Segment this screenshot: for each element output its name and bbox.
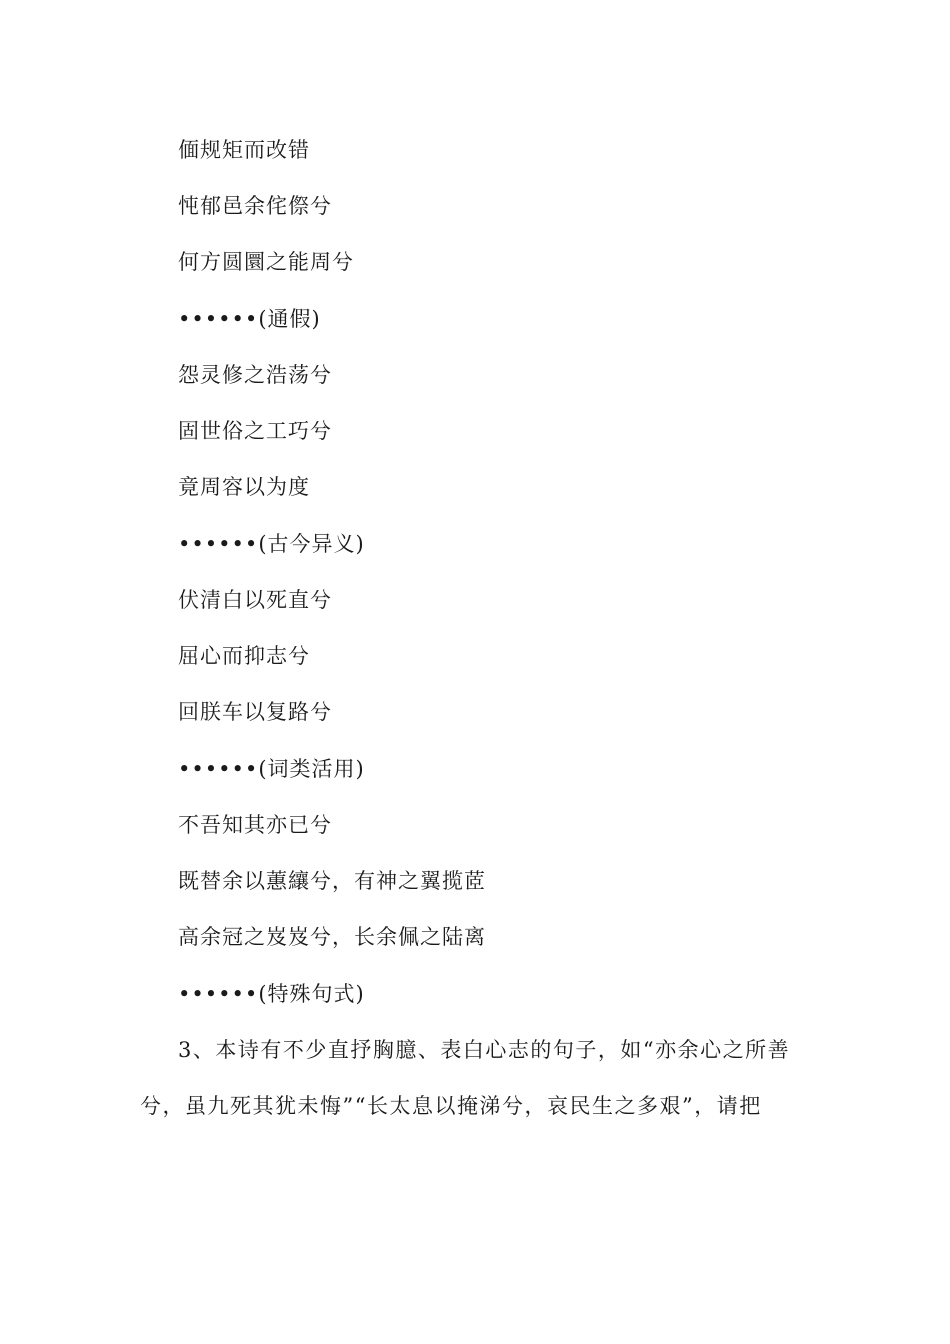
text-line: 怨灵修之浩荡兮 (178, 363, 332, 387)
text-line: 忳郁邑余侘傺兮 (178, 194, 332, 218)
text-line: 既替余以蕙纕兮，有神之翼揽茝 (178, 869, 486, 893)
category-label-line: ••••••(词类活用) (178, 757, 365, 781)
text-line: 竟周容以为度 (178, 475, 310, 499)
text-line: 不吾知其亦已兮 (178, 813, 332, 837)
text-line: 回朕车以复路兮 (178, 700, 332, 724)
text-line: 屈心而抑志兮 (178, 644, 310, 668)
text-line: 何方圆圜之能周兮 (178, 250, 354, 274)
question-line-1: 3、本诗有不少直抒胸臆、表白心志的句子，如“亦余心之所善 (178, 1038, 791, 1062)
category-label-line: ••••••(特殊句式) (178, 982, 365, 1006)
text-line: 高余冠之岌岌兮，长余佩之陆离 (178, 925, 486, 949)
category-label-line: ••••••(古今异义) (178, 532, 365, 556)
text-line: 伏清白以死直兮 (178, 588, 332, 612)
category-label-line: ••••••(通假) (178, 307, 321, 331)
question-line-2: 兮，虽九死其犹未悔”“长太息以掩涕兮，哀民生之多艰”，请把 (140, 1094, 762, 1118)
text-line: 偭规矩而改错 (178, 138, 310, 162)
text-line: 固世俗之工巧兮 (178, 419, 332, 443)
